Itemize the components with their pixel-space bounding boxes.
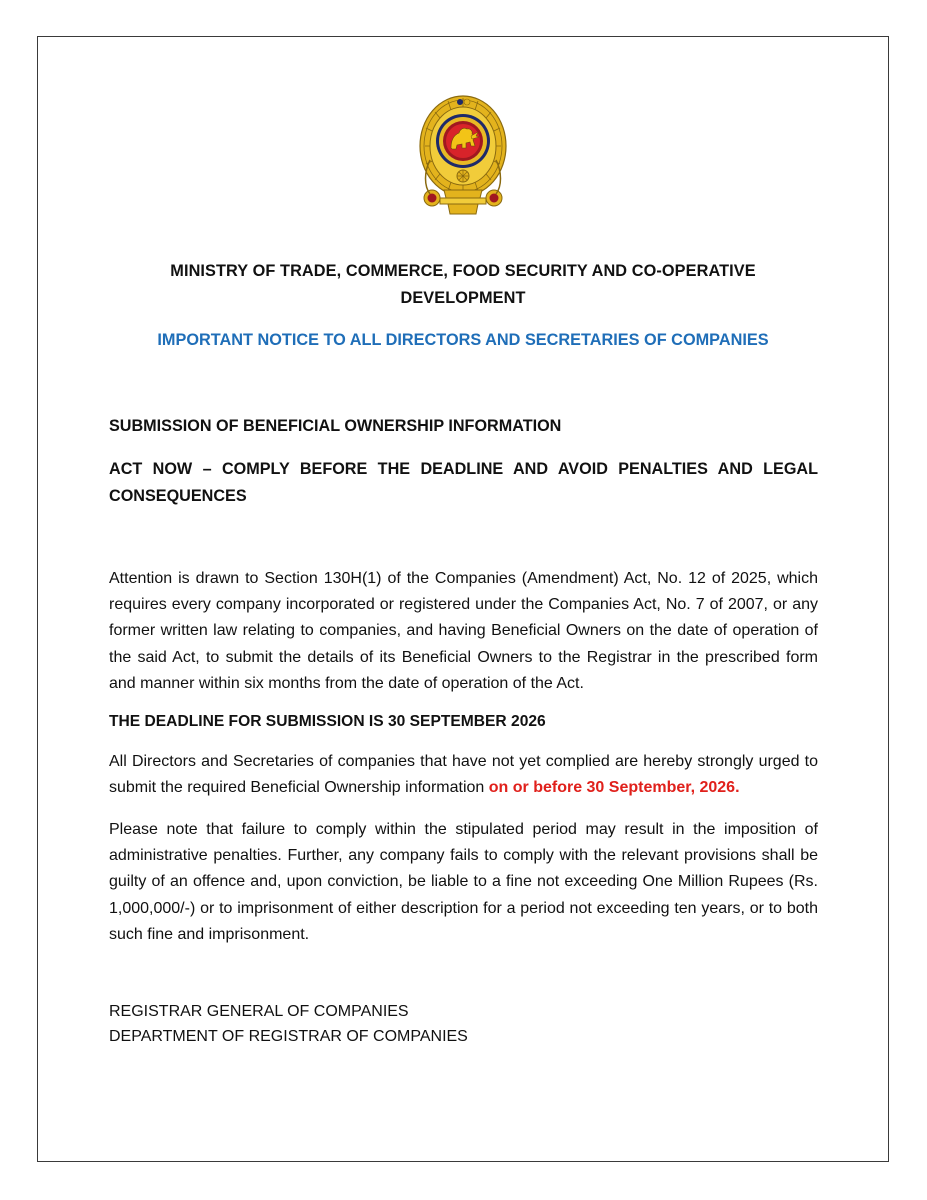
ministry-heading: [108, 258, 818, 312]
subject-heading: SUBMISSION OF BENEFICIAL OWNERSHIP INFORMATION: [109, 417, 562, 435]
call-to-action-heading: ACT NOW – COMPLY BEFORE THE DEADLINE AND AVOID PENALTIES AND LEGAL CONSEQUENCES: [109, 460, 818, 505]
signature-department: DEPARTMENT OF REGISTRAR OF COMPANIES: [109, 1028, 468, 1045]
deadline-highlight: on or before 30 September, 2026.: [488, 779, 740, 797]
national-emblem-icon: [418, 94, 508, 220]
penalty-paragraph: Please note that failure to comply within the stipulated period may result in the imposition of administrative penalties. Further, any company fails to comply with the relevant provisions shall be guilty of an offence and, upon conviction, be liable to a fine not exceeding One Million Rupees (Rs. 1,000,000/-) or to imprisonment of either description for a period not exceeding ten years, or to both such fine and imprisonment.: [109, 821, 818, 943]
notice-title: IMPORTANT NOTICE TO ALL DIRECTORS AND SECRETARIES OF COMPANIES: [157, 331, 769, 349]
ministry-heading-line1: MINISTRY OF TRADE, COMMERCE, FOOD SECURITY AND CO-OPERATIVE: [170, 262, 756, 280]
urge-paragraph: [109, 749, 818, 801]
section-reference-paragraph: Attention is drawn to Section 130H(1) of the Companies (Amendment) Act, No. 12 of 2025, which requires every company incorporated or registered under the Companies Act, No. 7 of 2007, or any former written law relating to companies, and having Beneficial Owners on the date of operation of the said Act, to submit the details of its Beneficial Owners to the Registrar in the prescribed form and manner within six months from the date of operation of the Act.: [109, 570, 818, 692]
urge-paragraph-text: All Directors and Secretaries of companies that have not yet complied are hereby strongly urged to submit the required Beneficial Ownership information: [109, 753, 818, 797]
signature-title: REGISTRAR GENERAL OF COMPANIES: [109, 1003, 409, 1020]
deadline-statement: THE DEADLINE FOR SUBMISSION IS 30 SEPTEMBER 2026: [109, 713, 546, 730]
signature-block: [109, 999, 709, 1049]
ministry-heading-line2: DEVELOPMENT: [400, 289, 526, 307]
